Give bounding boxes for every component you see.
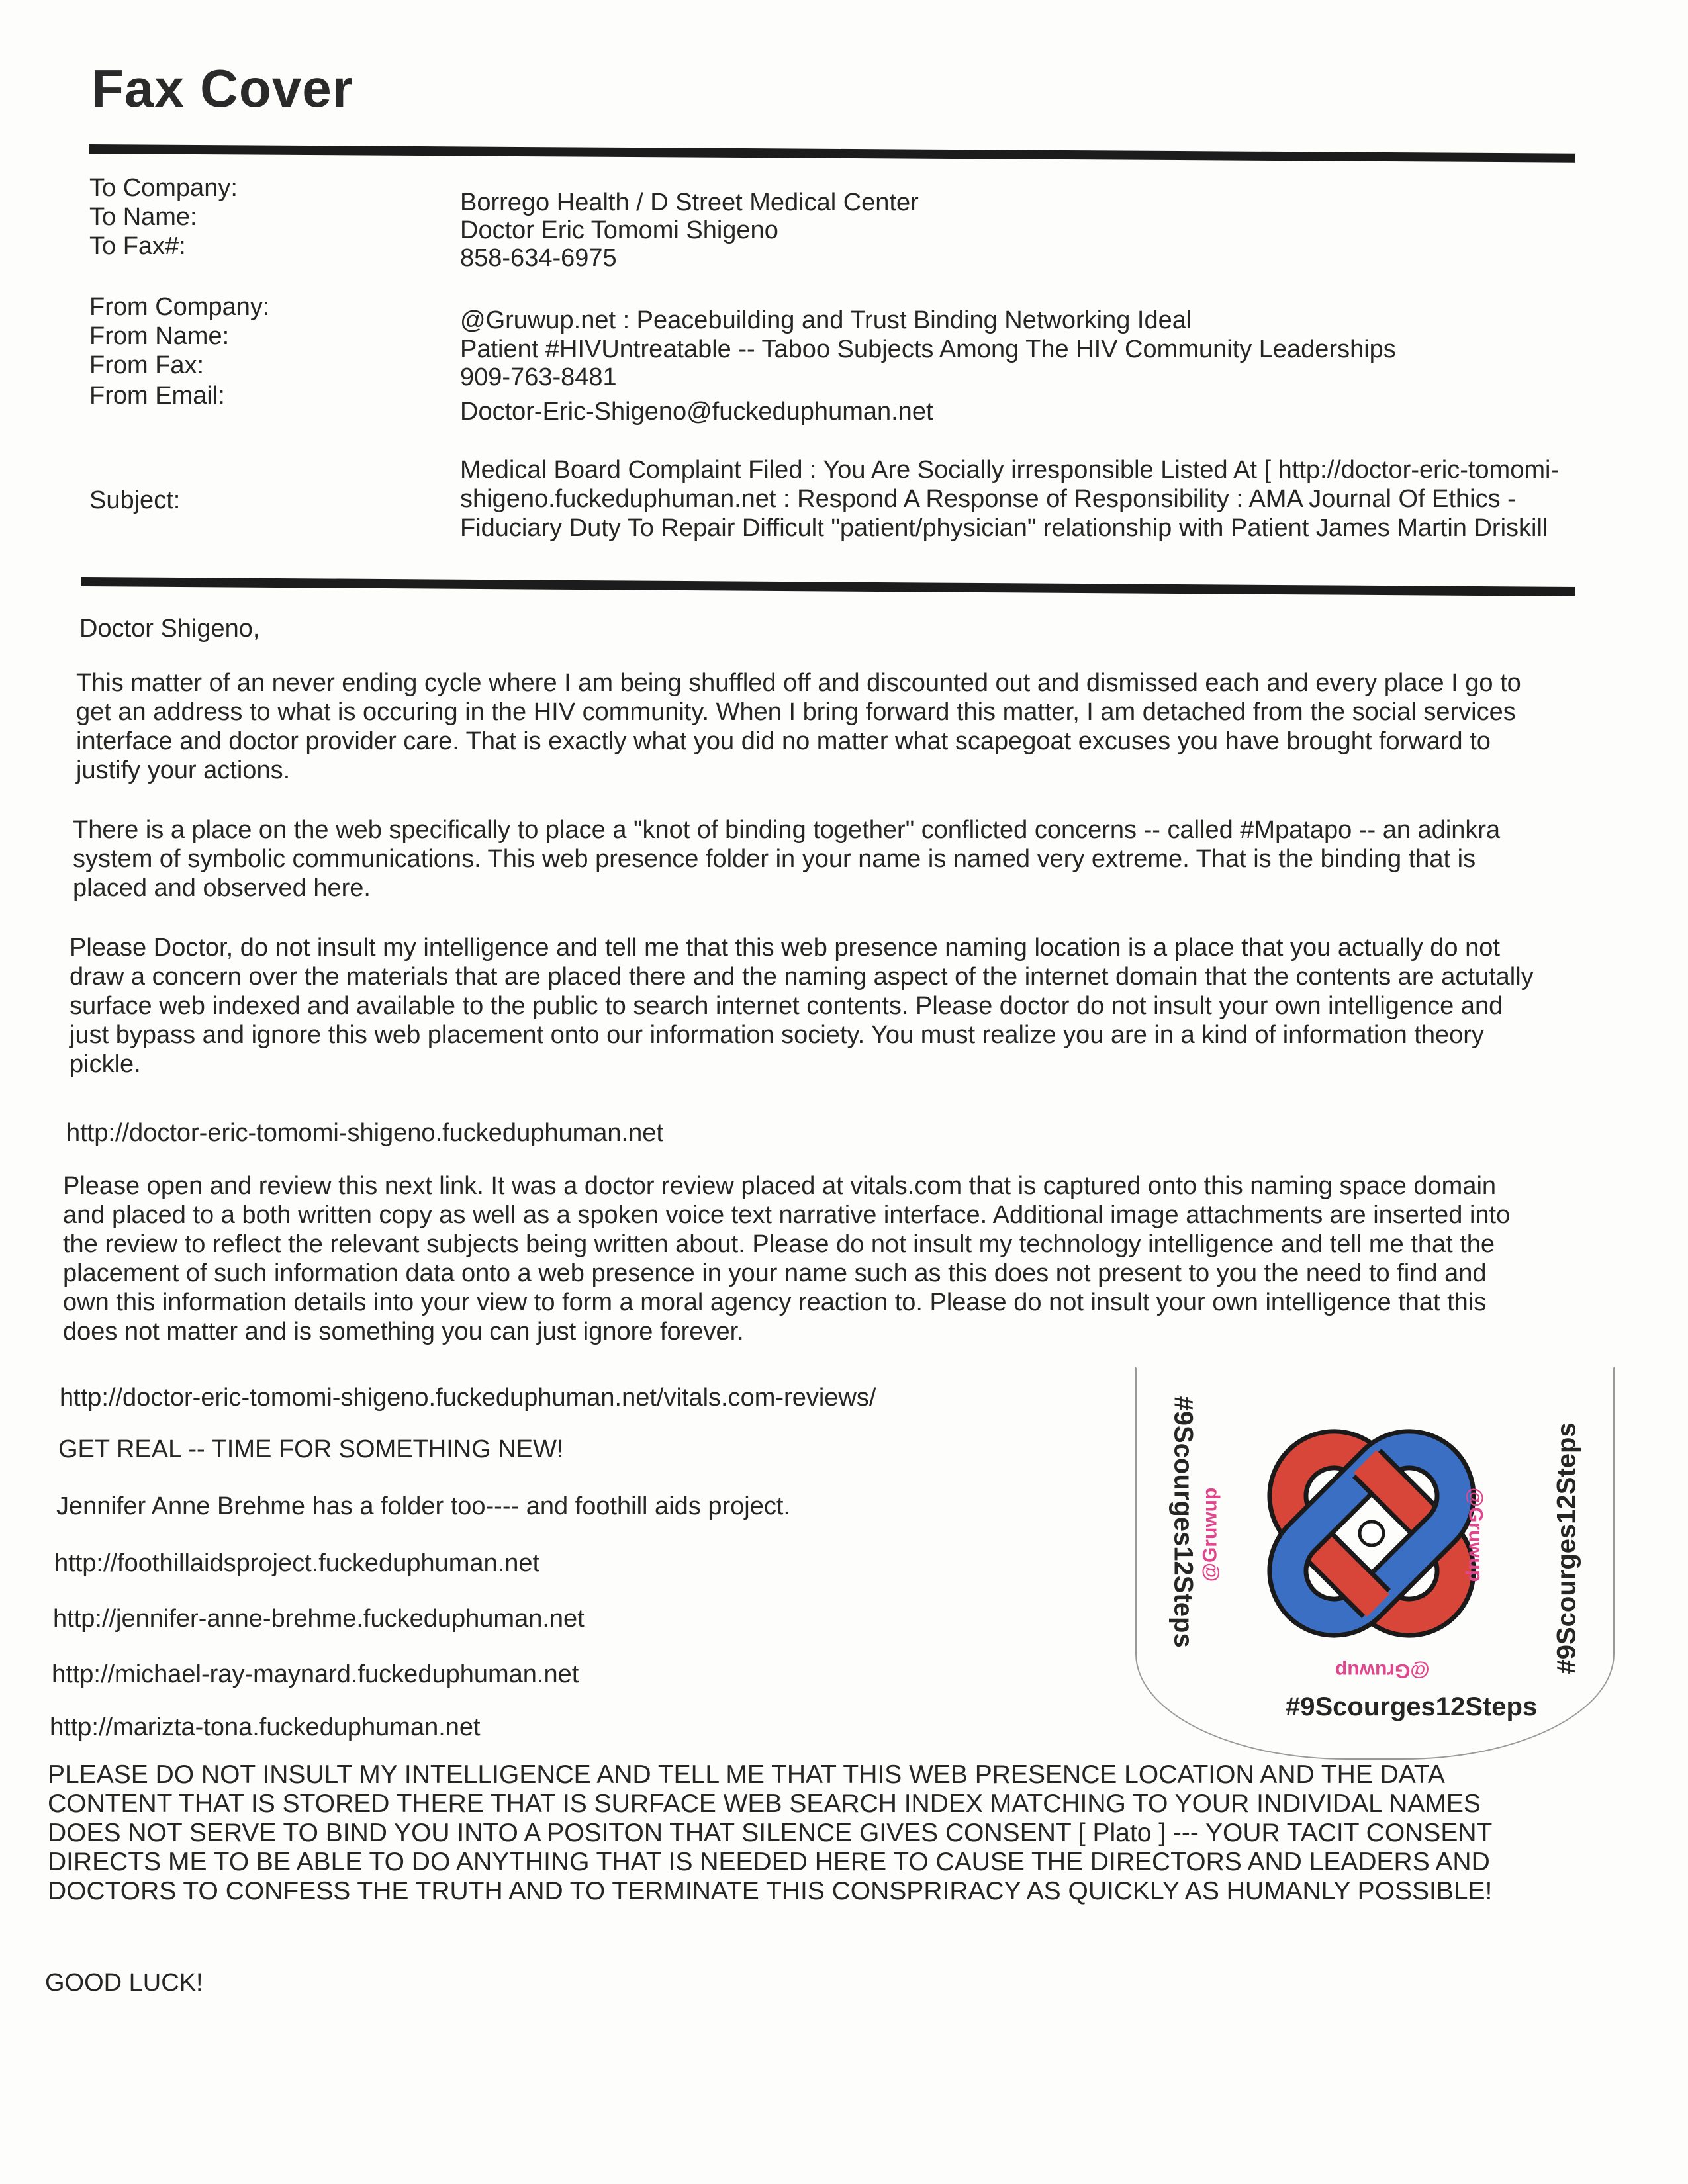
sticker-handle-right: @Gruwup	[1464, 1487, 1487, 1582]
from-fax-label: From Fax:	[89, 351, 205, 379]
knot-crossing-red-1	[1365, 1461, 1392, 1488]
to-fax-label: To Fax#:	[89, 232, 186, 260]
from-fax-value: 909-763-8481	[460, 363, 617, 391]
to-fax-value: 858-634-6975	[460, 244, 617, 272]
sticker-handle-left: @Gruwup	[1199, 1487, 1221, 1582]
sticker-hashtag-bottom: #9Scourges12Steps	[1286, 1692, 1538, 1721]
sticker-hashtag-right: #9Scourges12Steps	[1552, 1422, 1581, 1674]
link-doctor-eric[interactable]: http://doctor-eric-tomomi-shigeno.fuckeduphuman.net	[66, 1119, 663, 1147]
from-company-label: From Company:	[89, 293, 270, 321]
to-company-value: Borrego Health / D Street Medical Center	[460, 189, 919, 216]
page-title: Fax Cover	[91, 59, 353, 118]
to-name-label: To Name:	[89, 203, 197, 231]
from-email-value: Doctor-Eric-Shigeno@fuckeduphuman.net	[460, 398, 933, 426]
header-top-rule	[89, 144, 1575, 163]
salutation: Doctor Shigeno,	[79, 615, 260, 643]
link-foothill-aids-project[interactable]: http://foothillaidsproject.fuckeduphuman.net	[54, 1549, 540, 1577]
body-paragraph-4: Please open and review this next link. It was a doctor review placed at vitals.com that is captured onto this naming space domain and placed to a both written copy as well as a spoken voice text narrative interface. Additional image attachments are inserted into the review to reflect the relevant subjects being written about. Please do not insult my technology intelligence and tell me that the placement of such information data onto a web presence in your name such as this does not present to you the need to find and own this information details into your view to form a moral agency reaction to. Please do not insult your own intelligence that this does not matter and is something you can just ignore forever.	[63, 1172, 1511, 1345]
to-company-label: To Company:	[89, 174, 238, 202]
from-name-label: From Name:	[89, 322, 230, 350]
link-jennifer-anne-brehme[interactable]: http://jennifer-anne-brehme.fuckeduphuman.net	[53, 1605, 585, 1633]
to-name-value: Doctor Eric Tomomi Shigeno	[460, 216, 778, 244]
body-paragraph-2: There is a place on the web specifically to place a "knot of binding together" conflicted concerns -- called #Mpatapo -- an adinkra system of symbolic communications. This web presence folder in your name is named very extreme. That is the binding that is placed and observed here.	[73, 816, 1501, 902]
from-company-value: @Gruwup.net : Peacebuilding and Trust Binding Networking Ideal	[460, 306, 1192, 334]
closing-good-luck: GOOD LUCK!	[45, 1969, 203, 1997]
from-email-label: From Email:	[89, 382, 225, 410]
sticker-hashtag-left: #9Scourges12Steps	[1168, 1396, 1198, 1648]
body-paragraph-3: Please Doctor, do not insult my intelligence and tell me that this web presence naming location is a place that you actually do not draw a concern over the materials that are placed there and the naming aspect of the internet domain that the contents are actutally surface web indexed and available to the public to search internet contents. Please doctor do not insult your own intelligence and just bypass and ignore this web placement onto our information society. You must realize you are in a kind of information theory pickle.	[70, 934, 1534, 1078]
subject-value: Medical Board Complaint Filed : You Are Socially irresponsible Listed At [ http://doctor-eric-tomomi-shigeno.fuckeduphuman.net : Respond A Response of Responsibility : AMA Journal Of Ethics - Fiduciary Duty To Repair Difficult "patient/physician" relationship with Patient James Martin Driskill	[460, 456, 1560, 542]
link-michael-ray-maynard[interactable]: http://michael-ray-maynard.fuckeduphuman.net	[52, 1661, 579, 1688]
subject-label: Subject:	[89, 486, 181, 514]
jennifer-line: Jennifer Anne Brehme has a folder too---- and foothill aids project.	[56, 1492, 790, 1520]
caps-paragraph: PLEASE DO NOT INSULT MY INTELLIGENCE AND TELL ME THAT THIS WEB PRESENCE LOCATION AND THE DATA CONTENT THAT IS STORED THERE THAT IS SURFACE WEB SEARCH INDEX MATCHING TO YOUR INDIVIDAL NAMES DOES NOT SERVE TO BIND YOU INTO A POSITON THAT SILENCE GIVES CONSENT [ Plato ] --- YOUR TACIT CONSENT DIRECTS ME TO BE ABLE TO DO ANYTHING THAT IS NEEDED HERE TO CAUSE THE DIRECTORS AND LEADERS AND DOCTORS TO CONFESS THE TRUTH AND TO TERMINATE THIS CONSPRIRACY AS QUICKLY AS HUMANLY POSSIBLE!	[48, 1760, 1493, 1905]
mpatapo-sticker	[1135, 1367, 1615, 1760]
link-vitals-reviews[interactable]: http://doctor-eric-tomomi-shigeno.fuckeduphuman.net/vitals.com-reviews/	[60, 1384, 876, 1412]
get-real-line: GET REAL -- TIME FOR SOMETHING NEW!	[58, 1435, 564, 1463]
body-paragraph-1: This matter of an never ending cycle where I am being shuffled off and discounted out and dismissed each and every place I go to get an address to what is occuring in the HIV community. When I bring forward this matter, I am detached from the social services interface and doctor provider care. That is exactly what you did no matter what scapegoat excuses you have brought forward to justify your actions.	[76, 669, 1521, 784]
knot-center-hole	[1355, 1517, 1389, 1551]
knot-crossing-red-2	[1351, 1578, 1378, 1606]
link-marizta-tona[interactable]: http://marizta-tona.fuckeduphuman.net	[50, 1713, 481, 1741]
from-name-value: Patient #HIVUntreatable -- Taboo Subjects Among The HIV Community Leaderships	[460, 336, 1396, 363]
sticker-handle-bottom: @Gruwup	[1335, 1660, 1430, 1682]
header-bottom-rule	[81, 577, 1575, 596]
